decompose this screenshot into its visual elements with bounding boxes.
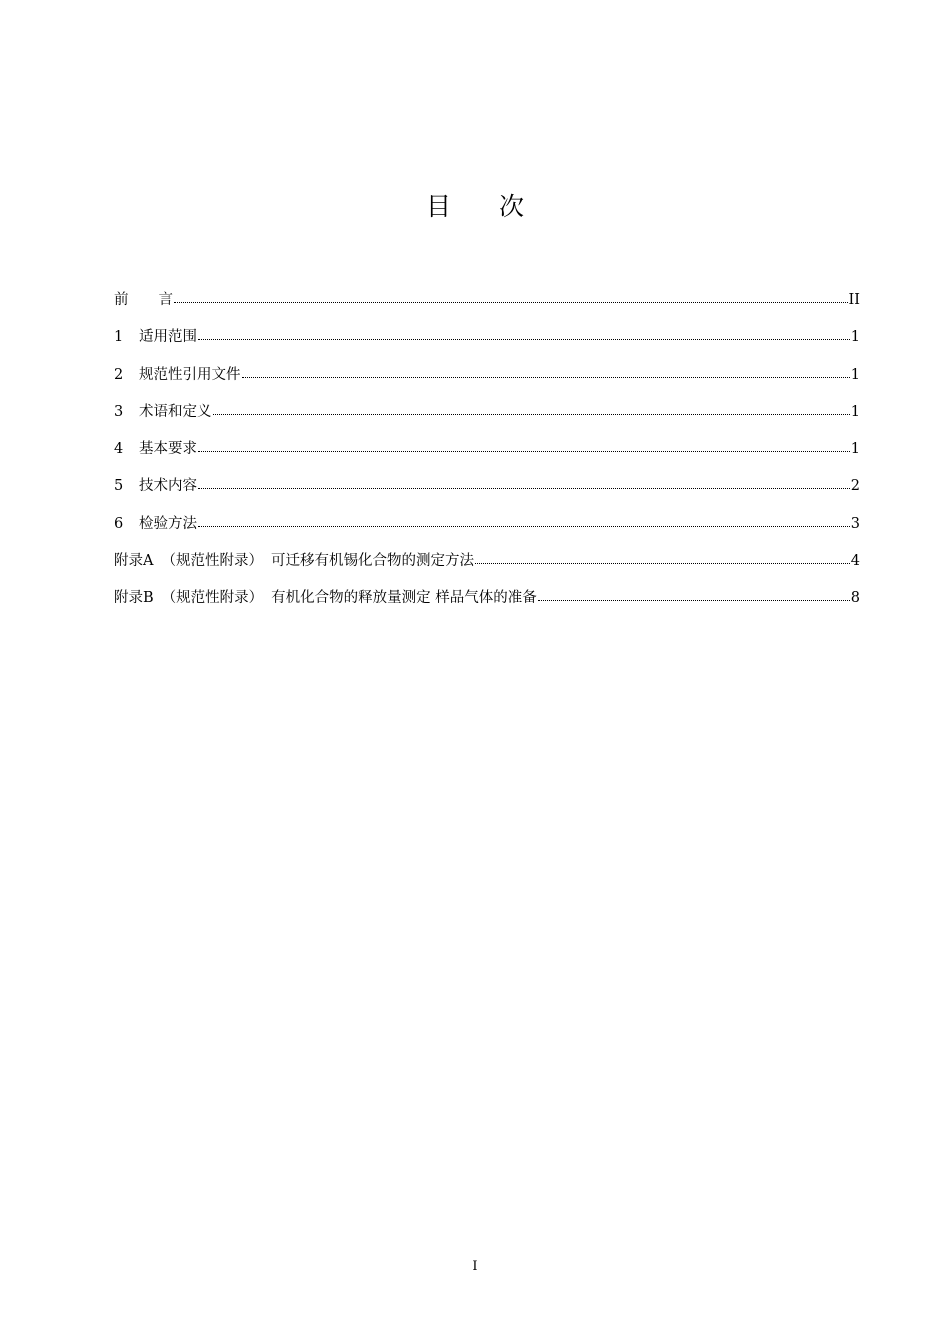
- toc-number: 1: [114, 329, 124, 346]
- toc-entry-annex-a[interactable]: [114, 550, 860, 587]
- dot-leader: [538, 588, 850, 602]
- annex-id: 附录A: [114, 553, 154, 570]
- table-of-contents: [114, 289, 860, 625]
- toc-page-number: 1: [850, 441, 860, 458]
- toc-number: 2: [114, 366, 124, 383]
- toc-entry-6[interactable]: [114, 513, 860, 550]
- dot-leader: [198, 327, 850, 341]
- toc-page-number: 4: [850, 553, 860, 570]
- toc-entry-1[interactable]: [114, 326, 860, 363]
- toc-entry-2[interactable]: [114, 364, 860, 401]
- dot-leader: [475, 551, 850, 565]
- dot-leader: [174, 290, 848, 304]
- toc-label: 技术内容: [139, 478, 197, 495]
- title-part-2: 次: [499, 192, 525, 221]
- toc-label: 基本要求: [139, 441, 197, 458]
- toc-number: 4: [114, 441, 124, 458]
- dot-leader: [198, 439, 850, 453]
- title-part-1: 目: [425, 192, 451, 221]
- toc-label: 术语和定义: [139, 403, 212, 420]
- toc-label: 检验方法: [139, 515, 197, 532]
- toc-number: 3: [114, 403, 124, 420]
- dot-leader: [198, 514, 850, 528]
- toc-page-number: 1: [850, 366, 860, 383]
- toc-number: 5: [114, 478, 124, 495]
- toc-page-number: 8: [850, 590, 860, 607]
- toc-label: [114, 550, 474, 572]
- dot-leader: [198, 476, 850, 490]
- toc-entry-5[interactable]: [114, 475, 860, 512]
- dot-leader: [213, 402, 850, 416]
- toc-page-number: II: [848, 292, 860, 308]
- toc-entry-3[interactable]: [114, 401, 860, 438]
- page-footer-number: I: [472, 1259, 478, 1274]
- toc-page-number: 2: [850, 478, 860, 495]
- toc-entry-foreword[interactable]: [114, 289, 860, 326]
- annex-type: （规范性附录）: [161, 590, 264, 607]
- toc-label: [114, 587, 537, 609]
- annex-title: 有机化合物的释放量测定 样品气体的准备: [271, 590, 537, 607]
- toc-label: 规范性引用文件: [139, 366, 241, 383]
- toc-entry-annex-b[interactable]: [114, 587, 860, 624]
- toc-entry-4[interactable]: [114, 438, 860, 475]
- annex-type: （规范性附录）: [161, 553, 263, 570]
- annex-title: 可迁移有机锡化合物的测定方法: [270, 553, 474, 570]
- toc-page-number: 1: [850, 403, 860, 420]
- toc-label: 适用范围: [139, 329, 197, 346]
- toc-number: 6: [114, 515, 124, 532]
- toc-label: 前 言: [114, 292, 173, 308]
- page-title: [0, 190, 950, 224]
- toc-page-number: 1: [850, 329, 860, 346]
- toc-page-number: 3: [850, 515, 860, 532]
- annex-id: 附录B: [114, 590, 154, 607]
- dot-leader: [242, 365, 850, 379]
